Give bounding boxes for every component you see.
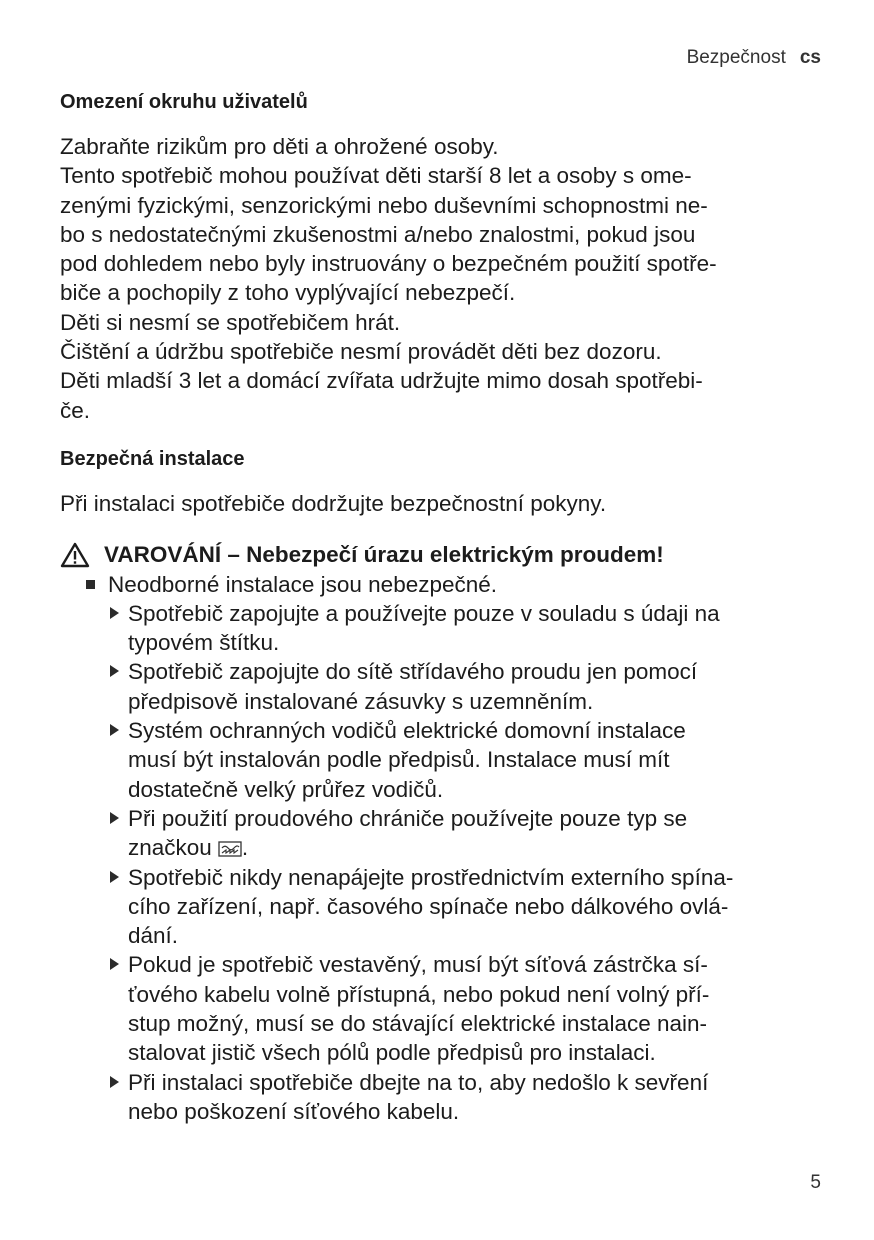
instruction-step	[108, 716, 825, 804]
step-arrow-icon	[110, 1076, 119, 1088]
step-line: musí být instalován podle předpisů. Instalace musí mít	[128, 747, 670, 773]
step-line: Při použití proudového chrániče používejte pouze typ se	[128, 805, 688, 831]
rcd-type-symbol-icon	[218, 841, 242, 857]
section-title-safe-installation: Bezpečná instalace	[60, 447, 245, 470]
step-line: Spotřebič zapojujte do sítě střídavého proudu jen pomocí	[128, 659, 698, 685]
step-line-suffix: .	[241, 835, 249, 861]
section-title-user-restrictions: Omezení okruhu uživatelů	[60, 91, 308, 113]
text-line: pod dohledem nebo byly instruovány o bezpečném použití spotře-	[60, 251, 717, 277]
header-section: Bezpečnost	[686, 47, 786, 68]
step-line: ťového kabelu volně přístupná, nebo pokud není volný pří-	[128, 981, 710, 1007]
text-line: Zabraňte rizikům pro děti a ohrožené osoby.	[60, 134, 499, 159]
step-arrow-icon	[110, 871, 119, 883]
page-header	[687, 47, 821, 69]
header-language: cs	[799, 47, 821, 68]
bullet-text: Neodborné instalace jsou nebezpečné.	[108, 571, 498, 597]
step-line: dostatečně velký průřez vodičů.	[128, 776, 444, 802]
step-line	[128, 833, 825, 862]
step-line: stup možný, musí se do stávající elektrické instalace nain-	[128, 1011, 708, 1037]
step-line-text: značkou	[128, 835, 212, 861]
bullet-square-icon	[86, 580, 95, 589]
step-line: Systém ochranných vodičů elektrické domovní instalace	[128, 718, 686, 744]
bullet-item	[60, 570, 825, 599]
step-arrow-icon	[110, 724, 119, 736]
step-line: Pokud je spotřebič vestavěný, musí být síťová zástrčka sí-	[128, 952, 708, 978]
page-number: 5	[810, 1172, 821, 1193]
instruction-step	[108, 804, 825, 863]
step-line: Při instalaci spotřebiče dbejte na to, aby nedošlo k sevření	[128, 1069, 709, 1095]
instruction-step	[108, 863, 825, 951]
text-line: Děti mladší 3 let a domácí zvířata udržujte mimo dosah spotřebi-	[60, 368, 703, 394]
instruction-step	[108, 1068, 825, 1127]
step-line: typovém štítku.	[128, 630, 280, 656]
step-line: Spotřebič zapojujte a používejte pouze v souladu s údaji na	[128, 600, 720, 626]
step-line: nebo poškození síťového kabelu.	[128, 1098, 460, 1124]
step-line: cího zařízení, např. časového spínače nebo dálkového ovlá-	[128, 893, 729, 919]
text-line: Tento spotřebič mohou používat děti starší 8 let a osoby s ome-	[60, 163, 692, 189]
step-line: Spotřebič nikdy nenapájejte prostřednictvím externího spína-	[128, 864, 734, 890]
step-arrow-icon	[110, 665, 119, 677]
warning-triangle-icon	[60, 542, 90, 568]
step-line: předpisově instalované zásuvky s uzemněním.	[128, 688, 594, 714]
text-line: Při instalaci spotřebiče dodržujte bezpečnostní pokyny.	[60, 490, 607, 516]
page-content	[60, 88, 825, 1126]
text-line: če.	[60, 397, 91, 423]
text-line: Děti si nesmí se spotřebičem hrát.	[60, 309, 401, 335]
warning-title: VAROVÁNÍ – Nebezpečí úrazu elektrickým proudem!	[104, 542, 664, 568]
step-arrow-icon	[110, 812, 119, 824]
step-line: dání.	[128, 923, 179, 949]
step-arrow-icon	[110, 607, 119, 619]
instruction-step	[108, 599, 825, 658]
text-line: bo s nedostatečnými zkušenostmi a/nebo znalostmi, pokud jsou	[60, 221, 696, 247]
section-body-user-restrictions	[60, 132, 825, 425]
text-line: zenými fyzickými, senzorickými nebo duševními schopnostmi ne-	[60, 192, 708, 218]
step-arrow-icon	[110, 958, 119, 970]
step-line: stalovat jistič všech pólů podle předpisů pro instalaci.	[128, 1040, 656, 1066]
warning-heading	[60, 540, 825, 569]
instruction-steps	[108, 599, 825, 1126]
text-line: Čištění a údržbu spotřebiče nesmí provádět děti bez dozoru.	[60, 339, 662, 365]
instruction-step	[108, 657, 825, 716]
instruction-step	[108, 950, 825, 1067]
text-line: biče a pochopily z toho vyplývající nebezpečí.	[60, 280, 516, 306]
